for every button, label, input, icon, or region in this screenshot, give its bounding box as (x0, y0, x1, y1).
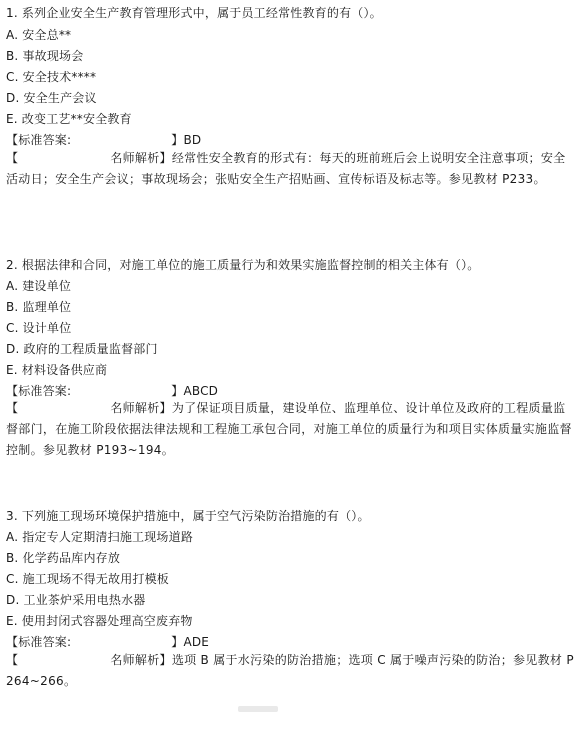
question-1-option-c: C. 安全技术**** (6, 70, 97, 84)
question-1-option-d: D. 安全生产会议 (6, 91, 97, 105)
analysis-label: 名师解析】 (110, 653, 172, 667)
answer-value: 】BD (171, 133, 202, 147)
question-2-option-d: D. 政府的工程质量监督部门 (6, 342, 158, 356)
question-3-option-a: A. 指定专人定期清扫施工现场道路 (6, 530, 194, 544)
question-2-option-c: C. 设计单位 (6, 321, 72, 335)
question-3-option-d: D. 工业茶炉采用电热水器 (6, 593, 146, 607)
question-2-answer (6, 384, 218, 398)
question-2-option-b: B. 监理单位 (6, 300, 72, 314)
analysis-text: 为了保证项目质量，建设单位、监理单位、设计单位及政府的工程质量监督部门，在施工阶段依据法律法规和工程施工承包合同，对施工单位的质量行为和项目实体质量实施监督控制。参见教材 P193~194。 (6, 401, 572, 457)
redacted-area (71, 385, 171, 397)
analysis-bracket: 【 (6, 151, 19, 165)
redacted-area (18, 402, 110, 414)
answer-value: 】ABCD (171, 384, 219, 398)
question-2-stem: 2. 根据法律和合同，对施工单位的施工质量行为和效果实施监督控制的相关主体有（）。 (6, 258, 480, 272)
analysis-bracket: 【 (6, 653, 19, 667)
question-3-analysis (6, 650, 576, 692)
answer-label: 【标准答案: (6, 133, 72, 147)
question-3-option-c: C. 施工现场不得无故用打模板 (6, 572, 170, 586)
redacted-area (18, 152, 110, 164)
analysis-text: 经常性安全教育的形式有：每天的班前班后会上说明安全注意事项；安全活动日；安全生产会议；事故现场会；张贴安全生产招贴画、宣传标语及标志等。参见教材 P233。 (6, 151, 566, 186)
question-1-option-e: E. 改变工艺**安全教育 (6, 112, 132, 126)
question-1-option-a: A. 安全总** (6, 28, 72, 42)
question-3-option-e: E. 使用封闭式容器处理高空废弃物 (6, 614, 193, 628)
answer-value: 】ADE (171, 635, 210, 649)
analysis-bracket: 【 (6, 401, 19, 415)
question-2-analysis (6, 398, 576, 461)
question-3-stem: 3. 下列施工现场环境保护措施中，属于空气污染防治措施的有（）。 (6, 509, 370, 523)
redacted-area (18, 654, 110, 666)
question-1-answer (6, 133, 201, 147)
question-1-stem: 1. 系列企业安全生产教育管理形式中，属于员工经常性教育的有（）。 (6, 6, 382, 20)
answer-label: 【标准答案: (6, 635, 72, 649)
question-1-analysis (6, 148, 576, 190)
scan-artifact (238, 706, 278, 712)
question-1-option-b: B. 事故现场会 (6, 49, 84, 63)
question-2-option-e: E. 材料设备供应商 (6, 363, 108, 377)
question-3-option-b: B. 化学药品库内存放 (6, 551, 121, 565)
redacted-area (71, 636, 171, 648)
redacted-area (71, 134, 171, 146)
analysis-text: 选项 B 属于水污染的防治措施；选项 C 属于噪声污染的防治；参见教材 P264~266。 (6, 653, 574, 688)
answer-label: 【标准答案: (6, 384, 72, 398)
question-2-option-a: A. 建设单位 (6, 279, 72, 293)
analysis-label: 名师解析】 (110, 401, 172, 415)
question-3-answer (6, 635, 209, 649)
analysis-label: 名师解析】 (110, 151, 172, 165)
